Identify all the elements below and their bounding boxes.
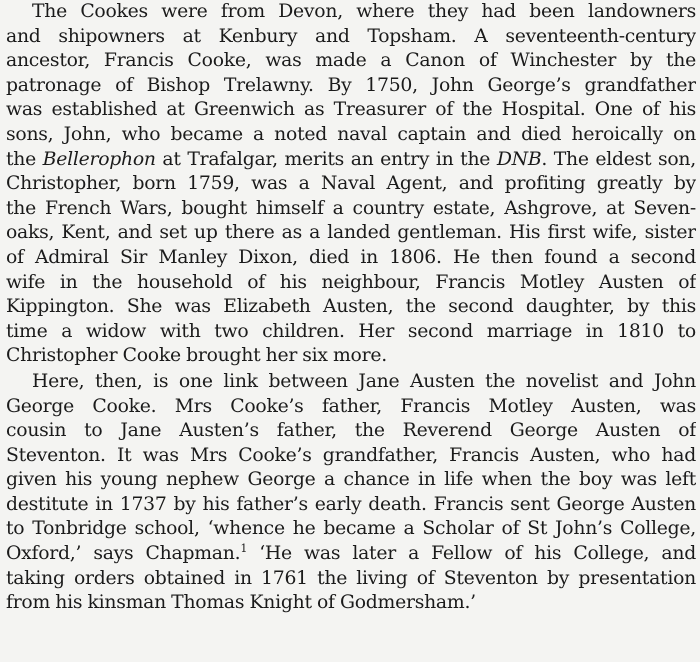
text-line: Christopher, born 1759, was a Naval Agent, and profiting greatly by	[6, 173, 696, 195]
text-line: sons, John, who became a noted naval captain and died heroically on	[6, 123, 696, 145]
text-line: and shipowners at Kenbury and Topsham. A seventeenth-century	[6, 25, 696, 47]
text-line: the Bellerophon at Trafalgar, merits an entry in the DNB. The eldest son,	[6, 148, 696, 170]
text-line: ancestor, Francis Cooke, was made a Canon of Winchester by the	[6, 50, 696, 72]
text-line: oaks, Kent, and set up there as a landed gentleman. His first wife, sister	[6, 222, 696, 244]
text-line: cousin to Jane Austen’s father, the Reverend George Austen of	[6, 420, 696, 442]
paragraph-austen-link	[6, 370, 696, 616]
text-line: taking orders obtained in 1761 the living of Steventon by presentation	[6, 567, 696, 589]
text-line: Oxford,’ says Chapman.$^1$ ‘He was later a Fellow of his College, and	[6, 542, 696, 565]
text-line: the French Wars, bought himself a country estate, Ashgrove, at Seven-	[6, 197, 696, 219]
text-line: The Cookes were from Devon, where they had been landowners	[32, 1, 696, 22]
text-line: Steventon. It was Mrs Cooke’s grandfather, Francis Austen, who had	[6, 444, 696, 466]
text-line: Kippington. She was Elizabeth Austen, the second daughter, by this	[6, 296, 696, 318]
text-line: time a widow with two children. Her second marriage in 1810 to	[6, 320, 696, 342]
text-line: Here, then, is one link between Jane Austen the novelist and John	[32, 370, 696, 392]
text-line: given his young nephew George a chance in life when the boy was left	[6, 469, 696, 491]
text-line: from his kinsman Thomas Knight of Godmersham.’	[6, 592, 476, 614]
paragraph-cooke-family	[6, 0, 696, 369]
text-line: to Tonbridge school, ‘whence he became a Scholar of St John’s College,	[6, 518, 696, 540]
text-line: Christopher Cooke brought her six more.	[6, 345, 387, 367]
text-line: wife in the household of his neighbour, Francis Motley Austen of	[6, 271, 696, 293]
text-line: of Admiral Sir Manley Dixon, died in 1806. He then found a second	[6, 246, 696, 268]
text-line: George Cooke. Mrs Cooke’s father, Francis Motley Austen, was	[6, 395, 696, 417]
text-line: patronage of Bishop Trelawny. By 1750, John George’s grandfather	[6, 74, 696, 96]
text-line: was established at Greenwich as Treasurer of the Hospital. One of his	[6, 99, 696, 121]
text-line: destitute in 1737 by his father’s early death. Francis sent George Austen	[6, 493, 696, 515]
